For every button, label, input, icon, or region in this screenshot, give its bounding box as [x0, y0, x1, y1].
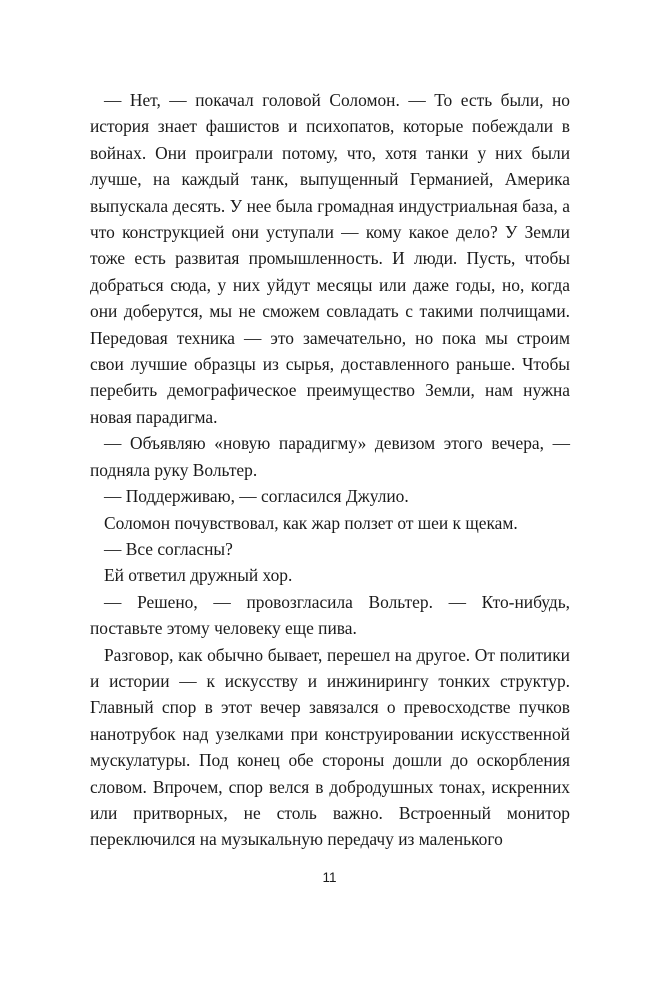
paragraph-julio-agrees: — Поддерживаю, — согласился Джулио. — [104, 486, 409, 507]
paragraph-solomon-speech: — Нет, — покачал головой Соломон. — То есть были, но история знает фашистов и психопатов, которые побеждали в войнах. Они проиграли потому, что, хотя танки у них были лучше, на каждый танк, выпущенный Германией, Америка выпускала десять. У нее была громадная индустриальная база, а что конструкцией они уступали — кому какое дело? У Земли тоже есть развитая промышленность. И люди. Пусть, чтобы добраться сюда, у них уйдут месяцы или даже годы, но, когда они доберутся, мы не сможем совладать с такими полчищами. Передовая техника — это замечательно, но пока мы строим свои лучшие образцы из сырья, доставленного раньше. Чтобы перебить демографическое преимущество Земли, нам нужна новая парадигма. — [90, 90, 570, 427]
paragraph-conversation-shift: Разговор, как обычно бывает, перешел на другое. От политики и истории — к искусству и инжинирингу тонких структур. Главный спор в этот вечер завязался о превосходстве пучков нанотрубок над узелками при конструировании искусственной мускулатуры. Под конец обе стороны дошли до оскорбления словом. Впрочем, спор велся в добродушных тонах, искренних или притворных, не столь важно. Встроенный монитор переключился на музыкальную передачу из маленького — [90, 644, 570, 850]
paragraph-chorus-answer: Ей ответил дружный хор. — [104, 565, 293, 586]
book-page-text — [90, 87, 570, 853]
paragraph-solomon-blushes: Соломон почувствовал, как жар ползет от шеи к щекам. — [104, 512, 518, 533]
paragraph-decided: — Решено, — провозгласила Вольтер. — Кто-нибудь, поставьте этому человеку еще пива. — [90, 591, 570, 639]
paragraph-volter-motto: — Объявляю «новую парадигму» девизом этого вечера, — подняла руку Вольтер. — [90, 433, 570, 480]
paragraph-all-agree-question: — Все согласны? — [104, 538, 233, 559]
page-number: 11 — [322, 870, 337, 885]
